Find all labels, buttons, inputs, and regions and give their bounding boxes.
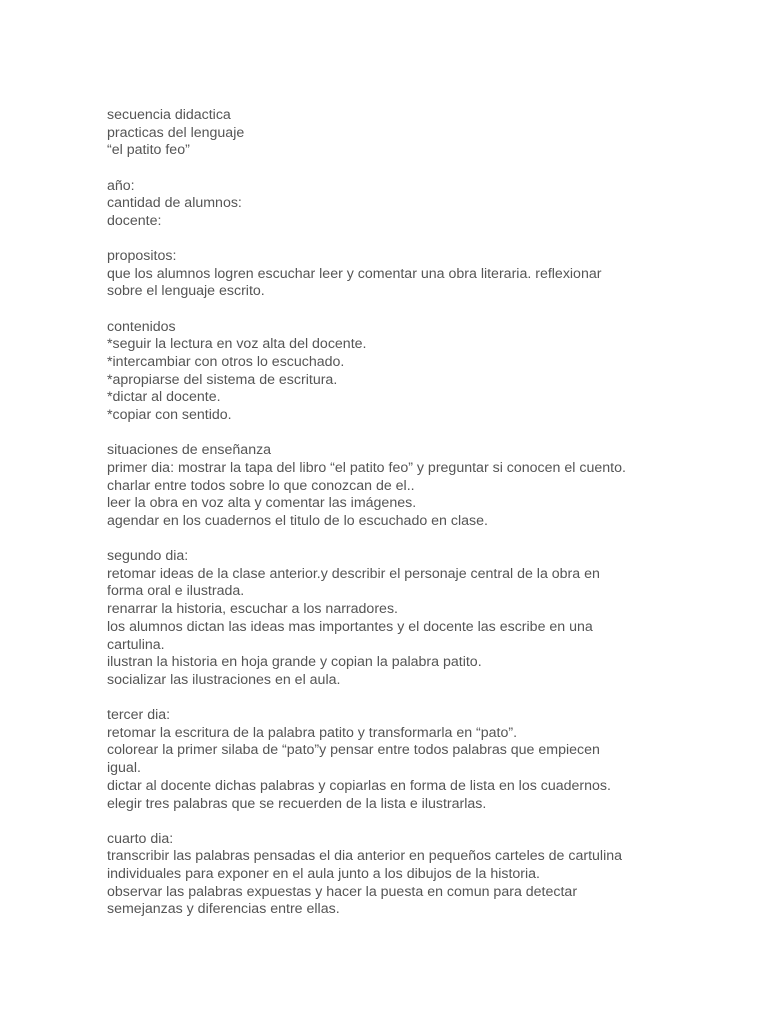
contenidos-item: *intercambiar con otros lo escuchado. [107,353,345,370]
situaciones-heading: situaciones de enseñanza [107,442,272,459]
segundo-dia-line: cartulina. [107,636,165,653]
info-block [107,178,687,231]
situaciones-line: agendar en los cuadernos el titulo de lo escuchado en clase. [107,512,488,529]
contenidos-item: *apropiarse del sistema de escritura. [107,371,338,388]
segundo-dia-line: ilustran la historia en hoja grande y copian la palabra patito. [107,654,482,671]
segundo-dia-line: socializar las ilustraciones en el aula. [107,671,341,688]
info-teacher: docente: [107,212,162,229]
contenidos-section [107,319,687,425]
segundo-dia-section [107,548,687,690]
cuarto-dia-section [107,831,687,920]
document-body [107,107,687,937]
title-block [107,107,687,160]
propositos-line: sobre el lenguaje escrito. [107,283,265,300]
document-title: secuencia didactica [107,107,231,123]
cuarto-dia-line: individuales para exponer en el aula junto a los dibujos de la historia. [107,866,541,883]
info-year: año: [107,177,135,194]
cuarto-dia-line: transcribir las palabras pensadas el dia anterior en pequeños carteles de cartulina [107,848,622,865]
tercer-dia-line: elegir tres palabras que se recuerden de la lista e ilustrarlas. [107,795,487,812]
document-subject: practicas del lenguaje [107,124,245,141]
propositos-heading: propositos: [107,248,177,264]
tercer-dia-line: igual. [107,760,141,777]
contenidos-item: *dictar al docente. [107,389,221,406]
situaciones-line: leer la obra en voz alta y comentar las imágenes. [107,495,417,512]
segundo-dia-line: los alumnos dictan las ideas mas importantes y el docente las escribe en una [107,618,593,635]
propositos-section [107,248,687,301]
info-student-count: cantidad de alumnos: [107,195,242,212]
situaciones-line: charlar entre todos sobre lo que conozcan de el.. [107,477,415,494]
tercer-dia-line: retomar la escritura de la palabra patito y transformarla en “pato”. [107,724,518,741]
cuarto-dia-heading: cuarto dia: [107,830,174,847]
situaciones-line: primer dia: mostrar la tapa del libro “el patito feo” y preguntar si conocen el cuento. [107,459,626,476]
segundo-dia-heading: segundo dia: [107,548,189,565]
tercer-dia-heading: tercer dia: [107,707,171,724]
tercer-dia-line: dictar al docente dichas palabras y copiarlas en forma de lista en los cuadernos. [107,777,611,794]
situaciones-section [107,442,687,531]
cuarto-dia-line: semejanzas y diferencias entre ellas. [107,901,340,918]
cuarto-dia-line: observar las palabras expuestas y hacer la puesta en comun para detectar [107,883,578,900]
contenidos-item: *copiar con sentido. [107,407,232,424]
propositos-line: que los alumnos logren escuchar leer y comentar una obra literaria. reflexionar [107,265,602,282]
segundo-dia-line: forma oral e ilustrada. [107,583,245,600]
document-story-title: “el patito feo” [107,142,190,159]
segundo-dia-line: retomar ideas de la clase anterior.y describir el personaje central de la obra en [107,565,600,582]
contenidos-heading: contenidos [107,318,176,335]
tercer-dia-section [107,707,687,813]
tercer-dia-line: colorear la primer silaba de “pato”y pensar entre todos palabras que empiecen [107,742,600,759]
segundo-dia-line: renarrar la historia, escuchar a los narradores. [107,601,398,618]
contenidos-item: *seguir la lectura en voz alta del docente. [107,336,367,353]
